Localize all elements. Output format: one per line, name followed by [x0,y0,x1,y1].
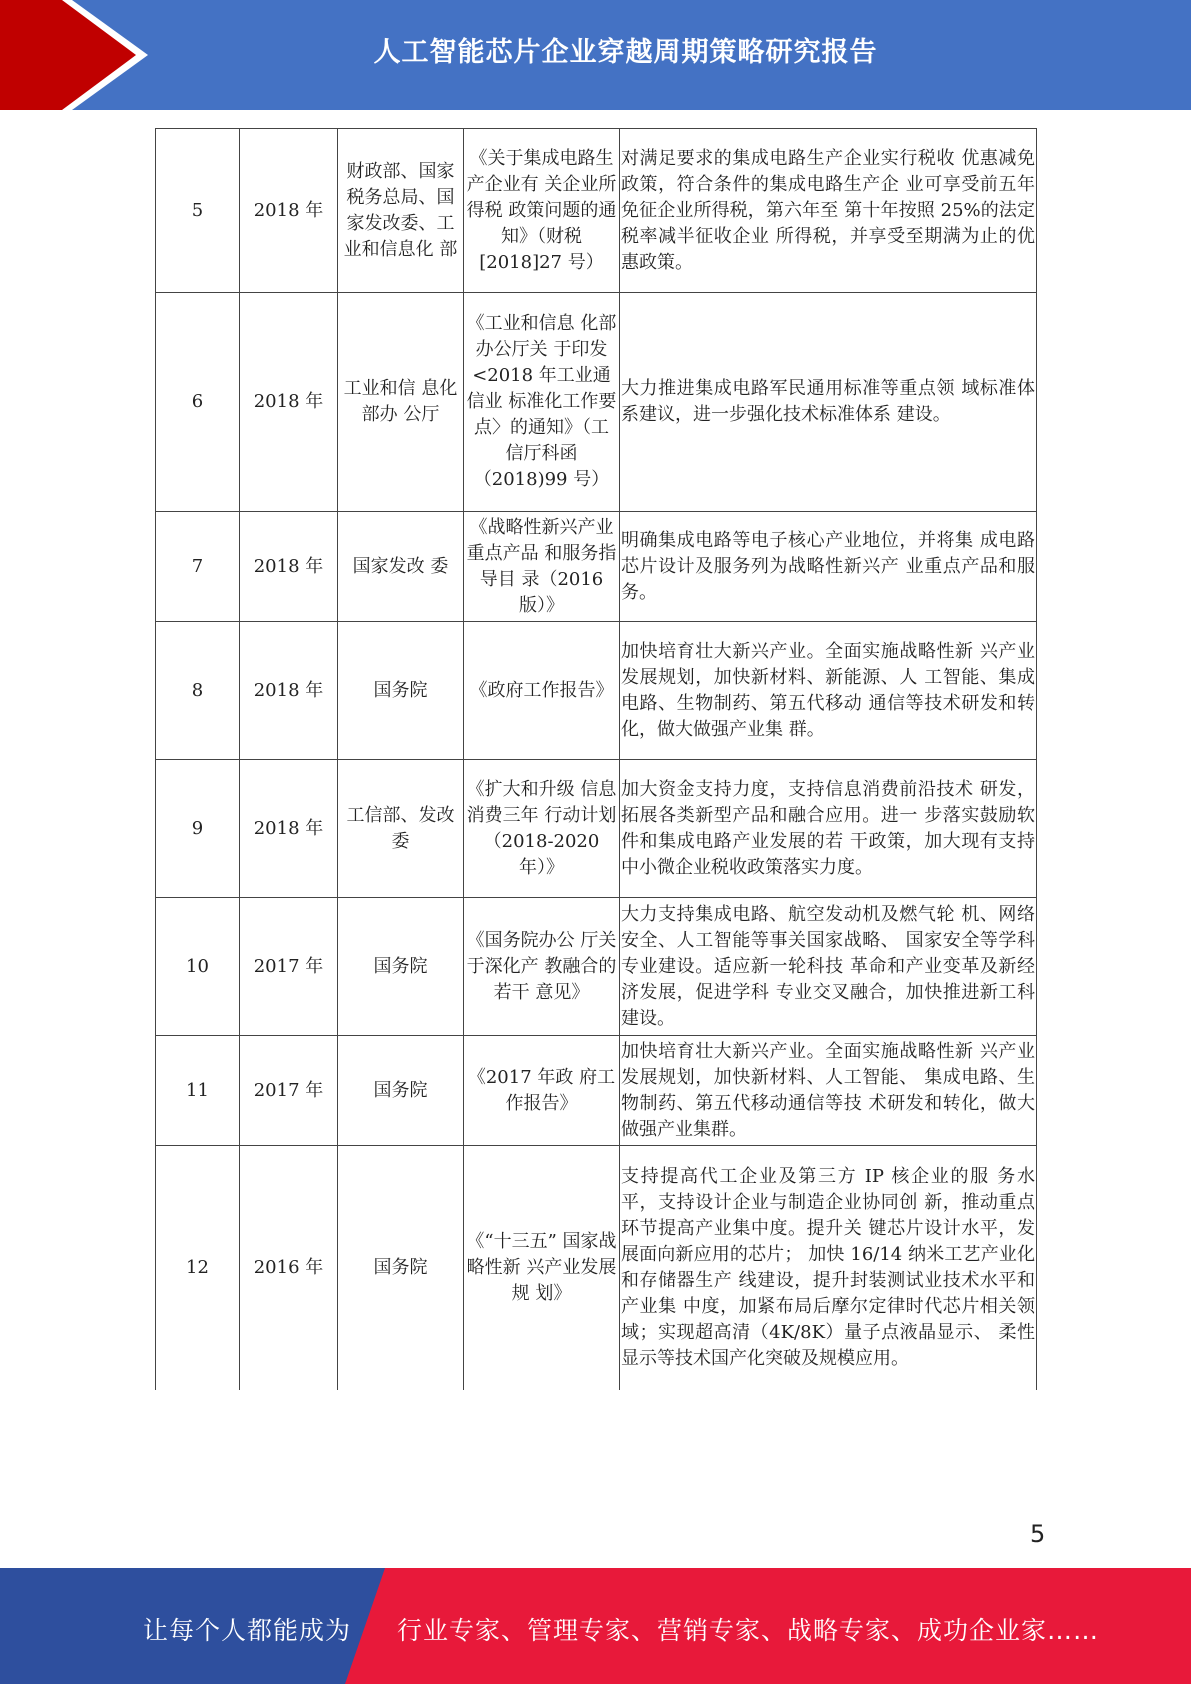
row-year: 2018 年 [240,512,338,622]
page-header [0,0,1191,110]
row-content: 大力推进集成电路军民通用标准等重点领 域标准体系建议，进一步强化技术标准体系 建设。 [620,293,1037,512]
row-content: 加快培育壮大新兴产业。全面实施战略性新 兴产业发展规划，加快新材料、人工智能、 集成电路、生物制药、第五代移动通信等技 术研发和转化，做大做强产业集群。 [620,1036,1037,1146]
row-number: 11 [156,1036,240,1146]
footer-slogan-left: 让每个人都能成为 [143,1616,352,1645]
row-document: 《“十三五” 国家战略性新 兴产业发展规 划》 [464,1146,620,1390]
row-content: 加快培育壮大新兴产业。全面实施战略性新 兴产业发展规划，加快新材料、新能源、人 工智能、集成电路、生物制药、第五代移动 通信等技术研发和转化，做大做强产业集 群。 [620,622,1037,760]
row-number: 9 [156,760,240,898]
policy-table [155,128,1037,1390]
row-year: 2016 年 [240,1146,338,1390]
row-department: 国务院 [338,1146,464,1390]
row-number: 7 [156,512,240,622]
page-number: 5 [1030,1520,1046,1548]
row-year: 2017 年 [240,1036,338,1146]
row-department: 国家发改 委 [338,512,464,622]
row-department: 财政部、国家税务总局、国家发改委、工业和信息化 部 [338,129,464,293]
row-document: 《战略性新兴产业重点产品 和服务指导目 录（2016 版）》 [464,512,620,622]
row-year: 2017 年 [240,898,338,1036]
row-content: 支持提高代工企业及第三方 IP 核企业的服 务水平，支持设计企业与制造企业协同创 新，推动重点环节提高产业集中度。提升关 键芯片设计水平，发展面向新应用的芯片； 加快 16/14 纳米工艺产业化和存储器生产 线建设，提升封装测试业技术水平和产业集 中度，加紧布局后摩尔定律时代芯片相关领 域；实现超高清（4K/8K）量子点液晶显示、 柔性显示等技术国产化突破及规模应用。 [620,1146,1037,1390]
table-row [156,293,1037,512]
row-content: 大力支持集成电路、航空发动机及燃气轮 机、网络安全、人工智能等事关国家战略、 国家安全等学科专业建设。适应新一轮科技 革命和产业变革及新经济发展，促进学科 专业交叉融合，加快推进新工科建设。 [620,898,1037,1036]
footer-slogan-right: 行业专家、管理专家、营销专家、战略专家、成功企业家…… [397,1616,1100,1645]
row-number: 10 [156,898,240,1036]
policy-table-container [155,128,1035,1390]
row-document: 《扩大和升级 信息消费三年 行动计划 （2018-2020 年）》 [464,760,620,898]
row-year: 2018 年 [240,622,338,760]
row-year: 2018 年 [240,129,338,293]
row-document: 《2017 年政 府工作报告》 [464,1036,620,1146]
row-number: 12 [156,1146,240,1390]
page-footer [0,1568,1191,1684]
row-content: 加大资金支持力度，支持信息消费前沿技术 研发，拓展各类新型产品和融合应用。进一 步落实鼓励软件和集成电路产业发展的若 干政策，加大现有支持中小微企业税收政策落实力度。 [620,760,1037,898]
row-department: 国务院 [338,622,464,760]
row-department: 工信部、发改委 [338,760,464,898]
row-number: 5 [156,129,240,293]
row-year: 2018 年 [240,760,338,898]
row-content: 明确集成电路等电子核心产业地位，并将集 成电路芯片设计及服务列为战略性新兴产 业重点产品和服务。 [620,512,1037,622]
table-row [156,129,1037,293]
row-number: 6 [156,293,240,512]
row-document: 《关于集成电路生产企业有 关企业所得税 政策问题的通 知》（财税 [2018]27 号） [464,129,620,293]
table-row [156,512,1037,622]
row-department: 国务院 [338,1036,464,1146]
row-content: 对满足要求的集成电路生产企业实行税收 优惠减免政策，符合条件的集成电路生产企 业可享受前五年免征企业所得税，第六年至 第十年按照 25%的法定税率减半征收企业 所得税，并享受至期满为止的优惠政策。 [620,129,1037,293]
row-year: 2018 年 [240,293,338,512]
table-row [156,760,1037,898]
row-document: 《国务院办公 厅关于深化产 教融合的若干 意见》 [464,898,620,1036]
table-row [156,898,1037,1036]
row-department: 工业和信 息化部办 公厅 [338,293,464,512]
table-row [156,622,1037,760]
report-title: 人工智能芯片企业穿越周期策略研究报告 [373,37,878,68]
row-document: 《政府工作报告》 [464,622,620,760]
row-document: 《工业和信息 化部办公厅关 于印发<2018 年工业通信业 标准化工作要 点〉的通知》（工信厅科函 （2018)99 号） [464,293,620,512]
table-row [156,1146,1037,1390]
row-number: 8 [156,622,240,760]
row-department: 国务院 [338,898,464,1036]
table-row [156,1036,1037,1146]
